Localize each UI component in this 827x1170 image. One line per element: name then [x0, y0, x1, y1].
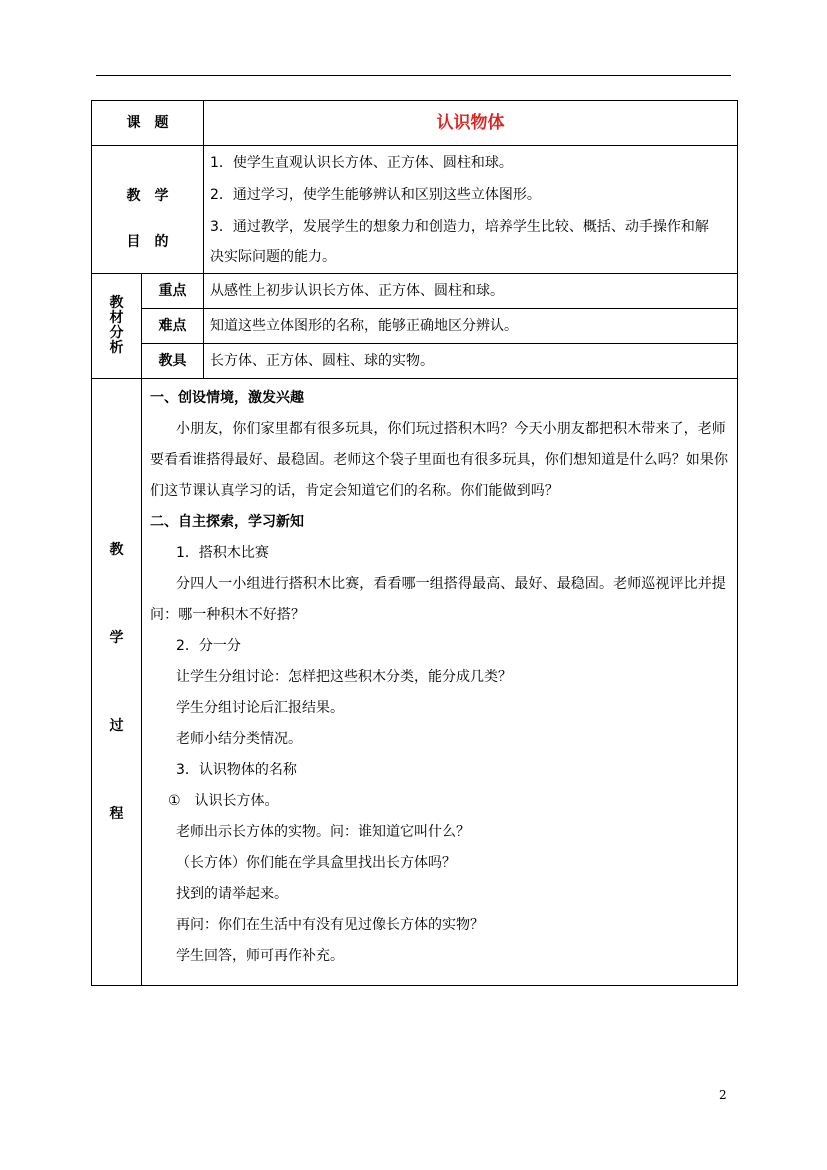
- process-label-char: 教: [109, 542, 124, 558]
- paragraph: 学生回答，师可再作补充。: [176, 948, 344, 964]
- lesson-plan-table: [91, 100, 738, 986]
- paragraph: 老师出示长方体的实物。问：谁知道它叫什么？: [176, 824, 470, 840]
- lesson-title: 认识物体: [204, 101, 738, 146]
- analysis-label-text: 教材分析: [109, 295, 124, 356]
- goal-item: 2．通过学习，使学生能够辨认和区别这些立体图形。: [210, 186, 541, 203]
- analysis-difficulty-text: 知道这些立体图形的名称，能够正确地区分辨认。: [204, 309, 738, 344]
- paragraph: 让学生分组讨论：怎样把这些积木分类，能分成几类？: [176, 669, 512, 685]
- goal-label-line-2: 目 的: [126, 233, 169, 250]
- topic-row: [92, 101, 738, 146]
- goal-row: [92, 146, 738, 274]
- step-heading: 1．搭积木比赛: [176, 545, 269, 561]
- page-number: 2: [719, 1088, 727, 1102]
- analysis-key-label: 重点: [142, 274, 204, 309]
- paragraph: （长方体）你们能在学具盒里找出长方体吗？: [176, 855, 456, 871]
- paragraph: 再问：你们在生活中有没有见过像长方体的实物？: [176, 917, 484, 933]
- analysis-key-text: 从感性上初步认识长方体、正方体、圆柱和球。: [204, 274, 738, 309]
- header-rule: [96, 75, 731, 76]
- step-heading: 3．认识物体的名称: [176, 762, 297, 778]
- section-heading: 二、自主探索，学习新知: [150, 514, 304, 530]
- analysis-row-tools: [92, 344, 738, 379]
- process-label-char: 程: [109, 806, 124, 822]
- paragraph: 老师小结分类情况。: [176, 731, 302, 747]
- paragraph: 小朋友，你们家里都有很多玩具，你们玩过搭积木吗？今天小朋友都把积木带来了，老师要看看谁搭得最好、最稳固。老师这个袋子里面也有很多玩具，你们想知道是什么吗？如果你们这节课认真学习的话，肯定会知道它们的名称。你们能做到吗？: [150, 421, 729, 499]
- goal-list: [204, 146, 738, 274]
- analysis-label: [92, 274, 142, 379]
- process-label-char: 过: [109, 718, 124, 734]
- process-row: [92, 379, 738, 986]
- paragraph: 学生分组讨论后汇报结果。: [176, 700, 344, 716]
- sub-step-heading: ① 认识长方体。: [168, 793, 279, 809]
- process-label-char: 学: [109, 630, 124, 646]
- goal-item: 决实际问题的能力。: [210, 248, 336, 265]
- goal-label: [92, 146, 204, 274]
- paragraph: 找到的请举起来。: [176, 886, 288, 902]
- topic-label: 课 题: [92, 101, 204, 146]
- process-label: [92, 379, 142, 986]
- goal-item: 1．使学生直观认识长方体、正方体、圆柱和球。: [210, 154, 513, 171]
- analysis-tools-text: 长方体、正方体、圆柱、球的实物。: [204, 344, 738, 379]
- step-heading: 2．分一分: [176, 638, 241, 654]
- goal-item: 3．通过教学，发展学生的想象力和创造力，培养学生比较、概括、动手操作和解: [210, 218, 709, 235]
- analysis-row-difficulty: [92, 309, 738, 344]
- analysis-tools-label: 教具: [142, 344, 204, 379]
- goal-label-line-1: 教 学: [126, 187, 169, 204]
- paragraph: 分四人一小组进行搭积木比赛，看看哪一组搭得最高、最好、最稳固。老师巡视评比并提问：哪一种积木不好搭？: [150, 576, 726, 623]
- analysis-difficulty-label: 难点: [142, 309, 204, 344]
- process-content: [142, 379, 738, 986]
- section-heading: 一、创设情境，激发兴趣: [150, 390, 304, 406]
- analysis-row-key: [92, 274, 738, 309]
